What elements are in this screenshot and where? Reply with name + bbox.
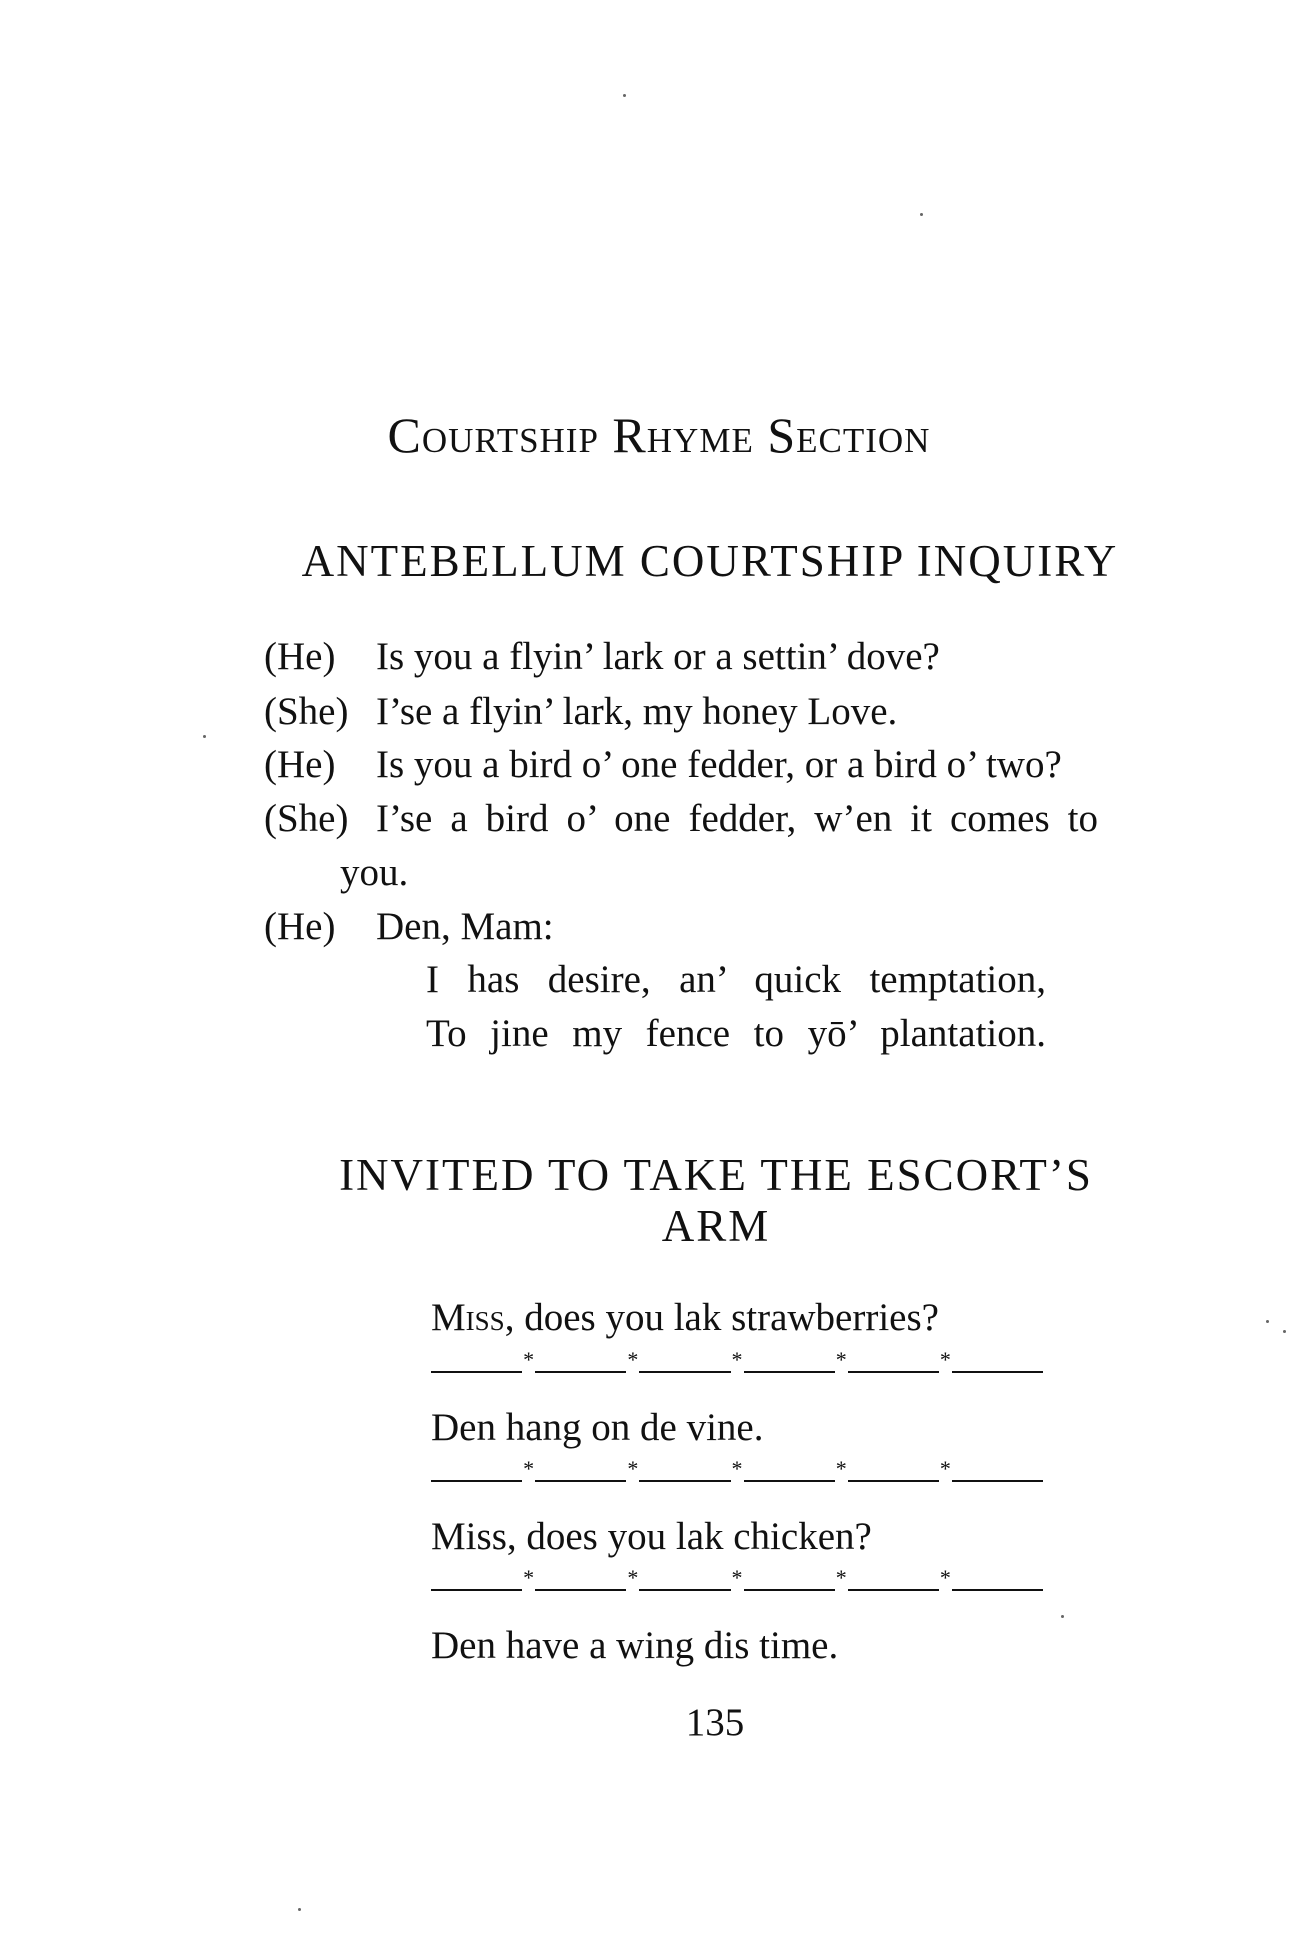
speaker-label: (She) — [264, 797, 349, 840]
separator-star: * — [523, 1456, 535, 1481]
separator-star: * — [627, 1565, 639, 1590]
separator-star: * — [731, 1347, 743, 1372]
dialogue-line — [264, 692, 1164, 731]
poem-title-antebellum: ANTEBELLUM COURTSHIP INQUIRY — [301, 536, 1119, 586]
dialogue-text: Is you a bird o’ one fedder, or a bird o’ two? — [376, 743, 1062, 786]
scan-speck — [623, 94, 626, 97]
star-separator — [431, 1565, 1043, 1595]
separator-star: * — [939, 1456, 951, 1481]
speaker-label: (He) — [264, 743, 336, 786]
separator-star: * — [731, 1565, 743, 1590]
scan-speck — [203, 735, 206, 738]
separator-star: * — [523, 1347, 535, 1372]
poem-line: Miss, does you lak chicken? — [431, 1515, 872, 1558]
poem-line: Den have a wing dis time. — [431, 1624, 839, 1667]
dialogue-text: Den, Mam: — [376, 905, 554, 948]
scan-speck — [298, 1908, 301, 1911]
separator-star: * — [939, 1347, 951, 1372]
dialogue-text: Is you a flyin’ lark or a settin’ dove? — [376, 635, 940, 678]
speaker-label: (He) — [264, 635, 336, 678]
dialogue-line — [264, 907, 1164, 946]
separator-star: * — [835, 1565, 847, 1590]
dialogue-text: I’se a flyin’ lark, my honey Love. — [376, 690, 898, 733]
scan-speck — [1061, 1615, 1064, 1618]
separator-star: * — [627, 1347, 639, 1372]
dialogue-line — [264, 799, 1164, 838]
poem-line: Den hang on de vine. — [431, 1406, 764, 1449]
dialogue-line — [264, 745, 1164, 784]
scan-speck — [920, 213, 923, 216]
separator-star: * — [523, 1565, 535, 1590]
star-separator — [431, 1456, 1043, 1486]
speaker-label: (She) — [264, 690, 349, 733]
verse-line: To jine my fence to yō’ plantation. — [426, 1012, 1046, 1055]
dialogue-line — [264, 637, 1164, 676]
verse-line: I has desire, an’ quick temptation, — [426, 958, 1046, 1001]
page-number: 135 — [685, 1701, 745, 1744]
separator-star: * — [835, 1347, 847, 1372]
poem-line-lead: Miss, — [431, 1296, 515, 1339]
separator-star: * — [939, 1565, 951, 1590]
separator-star: * — [731, 1456, 743, 1481]
scan-speck — [1266, 1320, 1269, 1323]
scan-speck — [1283, 1330, 1286, 1333]
separator-star: * — [627, 1456, 639, 1481]
dialogue-text: I’se a bird o’ one fedder, w’en it comes to — [376, 797, 1098, 840]
speaker-label: (He) — [264, 905, 336, 948]
poem-line-rest: does you lak strawberries? — [514, 1296, 939, 1339]
separator-star: * — [835, 1456, 847, 1481]
section-title: Courtship Rhyme Section — [387, 407, 931, 463]
poem-title-escort: INVITED TO TAKE THE ESCORT’S ARM — [339, 1150, 1093, 1252]
poem-line — [431, 1298, 939, 1337]
star-separator — [431, 1347, 1043, 1377]
dialogue-continuation: you. — [340, 851, 409, 894]
